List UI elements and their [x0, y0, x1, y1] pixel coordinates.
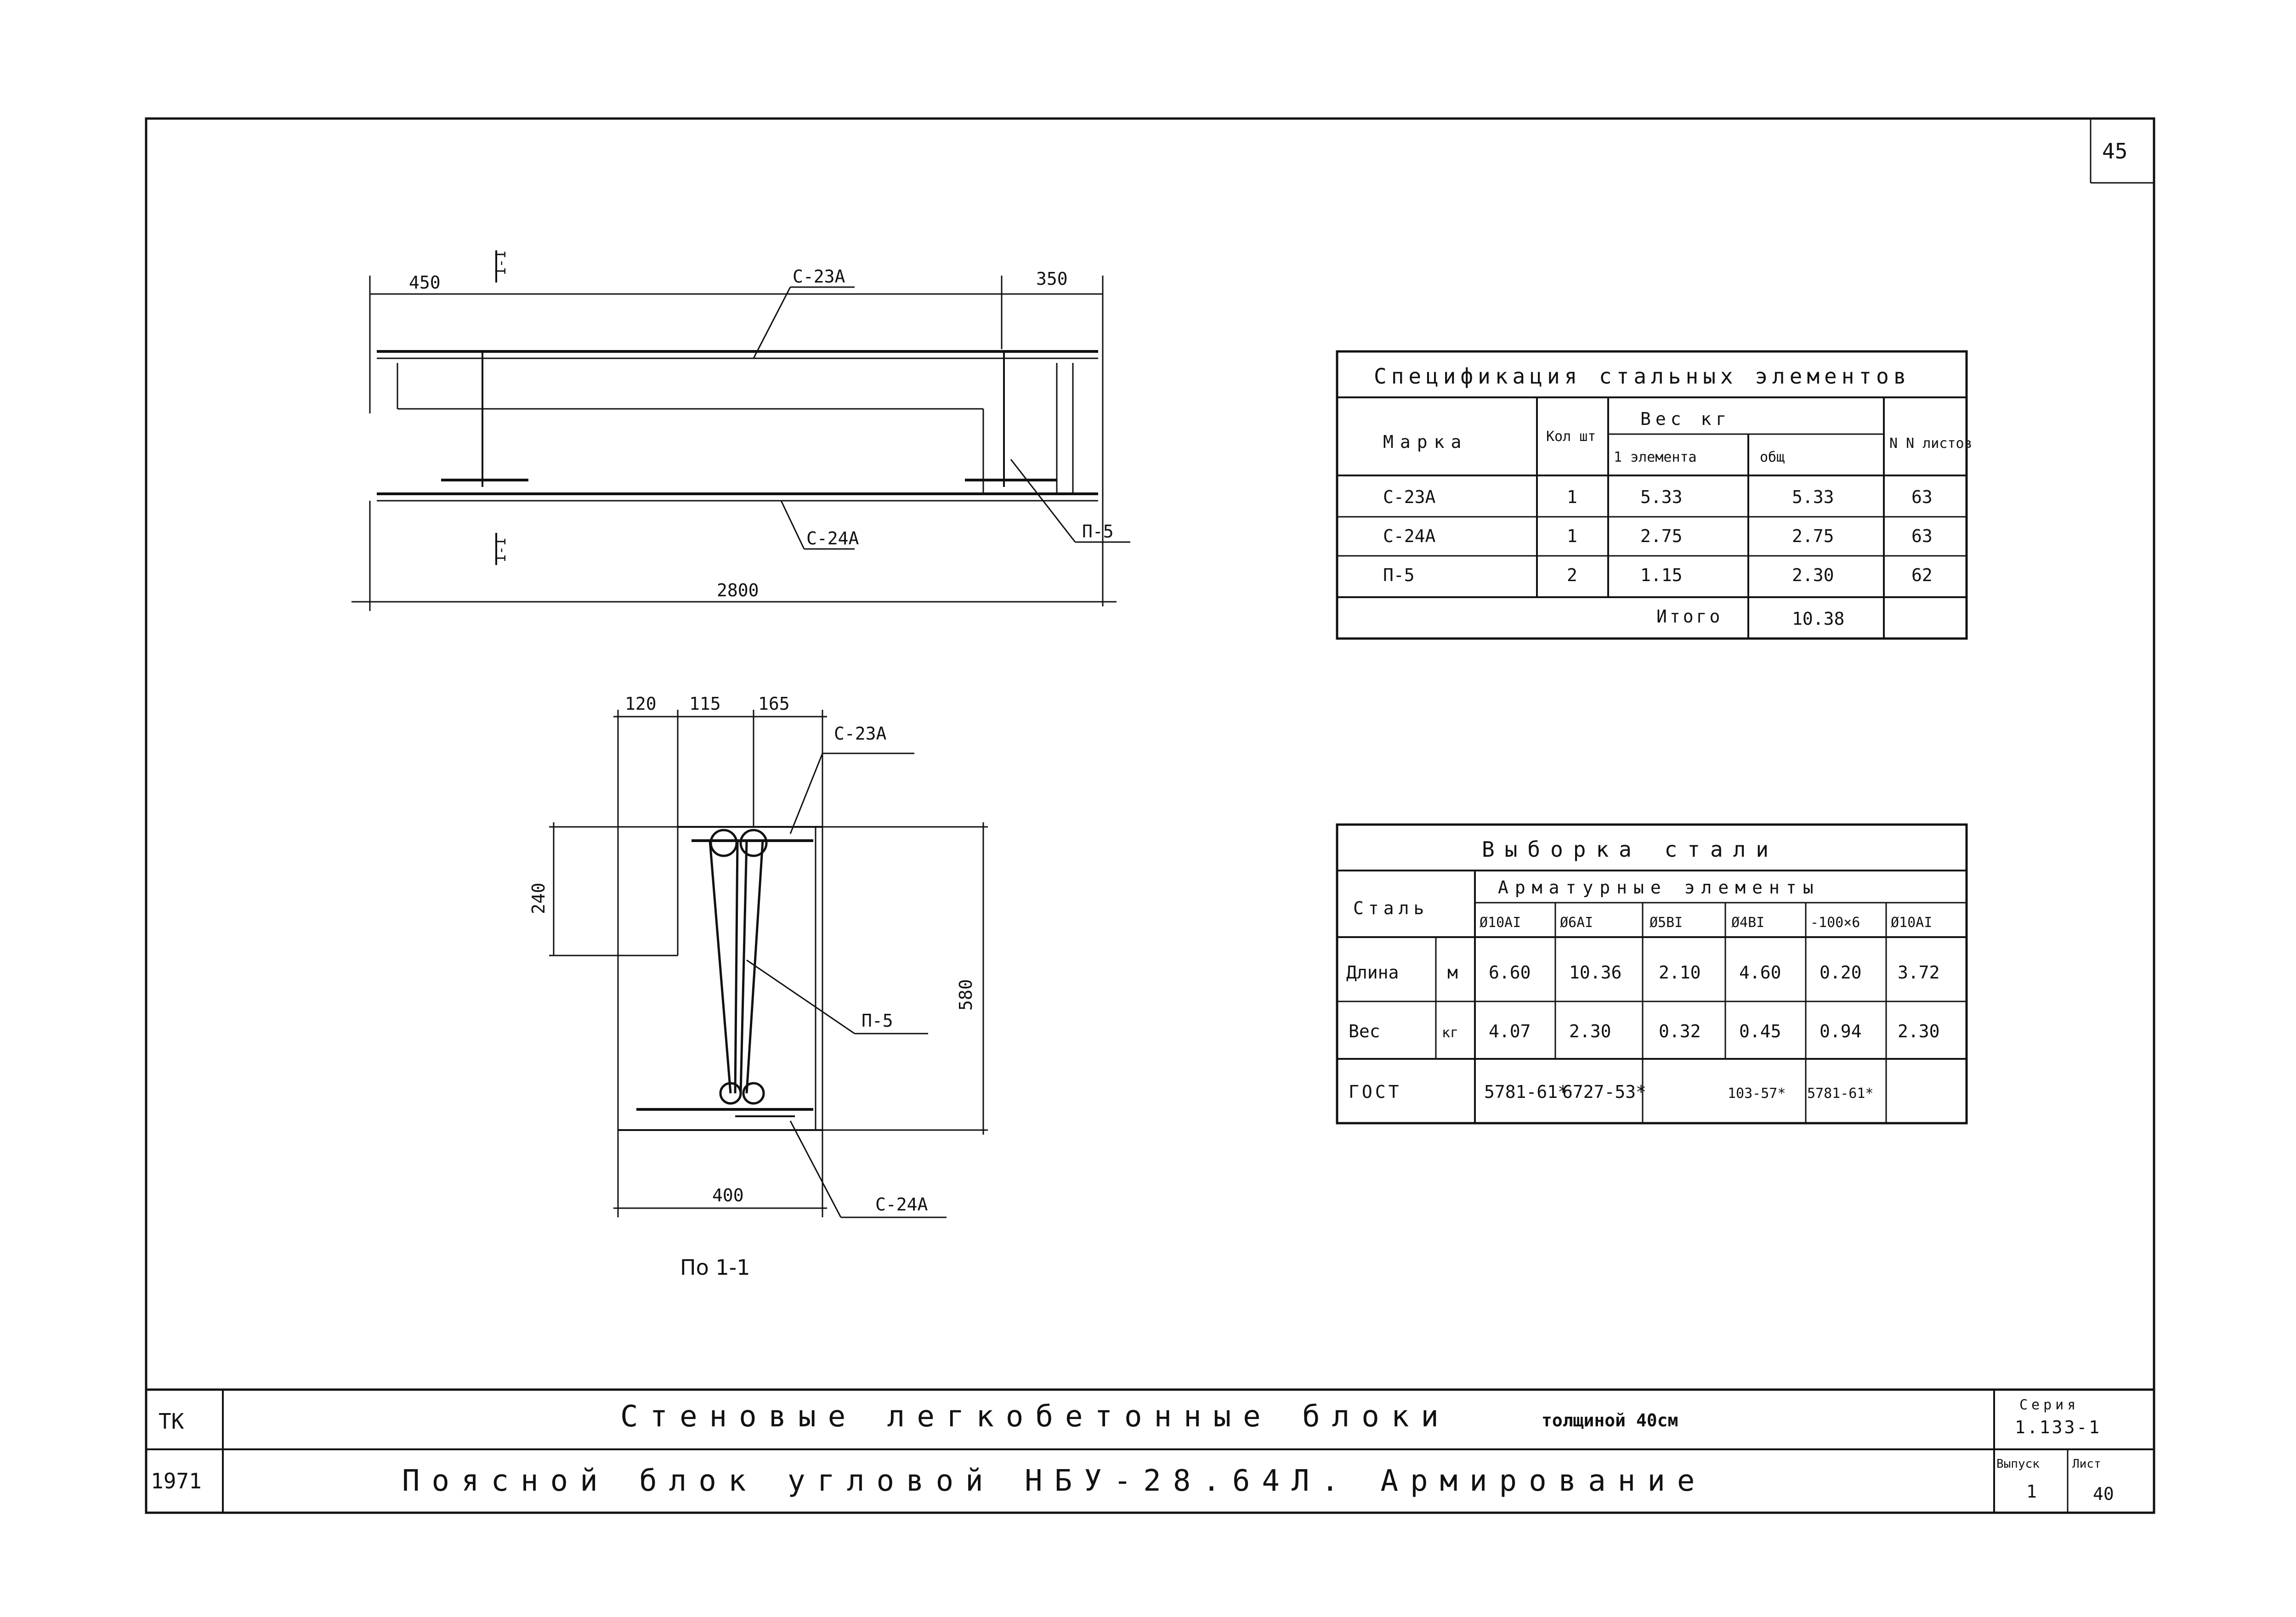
- sheet-label: Лист: [2072, 1457, 2101, 1471]
- spec-row1-count: 1: [1567, 487, 1577, 507]
- steel-title: Выборка стали: [1482, 837, 1779, 862]
- steel-table: [1337, 825, 1967, 1123]
- steel-length-1: 6.60: [1489, 962, 1531, 983]
- label-top-bar: С-23А: [793, 266, 845, 287]
- label-bottom-bar: С-24А: [806, 528, 859, 548]
- dim-left: 450: [409, 272, 441, 293]
- spec-row2-one: 2.75: [1640, 526, 1683, 546]
- spec-row3-count: 2: [1567, 565, 1577, 585]
- spec-row1-one: 5.33: [1640, 487, 1683, 507]
- title-line1-suffix: толщиной 40см: [1542, 1410, 1678, 1430]
- spec-total-value: 10.38: [1792, 609, 1845, 629]
- spec-row2-mark: С-24А: [1383, 526, 1436, 546]
- spec-row3-one: 1.15: [1640, 565, 1683, 585]
- elevation-drawing: [351, 250, 1130, 611]
- section-mark-top: 1-1: [493, 250, 509, 276]
- steel-gost-label: ГОСТ: [1349, 1082, 1402, 1102]
- sec-dim-width: 400: [712, 1185, 744, 1205]
- spec-hdr-sheets: N N листов: [1889, 435, 1973, 452]
- section-caption: По 1-1: [680, 1255, 750, 1280]
- spec-row2-sheet: 63: [1911, 526, 1933, 546]
- issue-label: Выпуск: [1996, 1457, 2040, 1471]
- spec-hdr-mark: Марка: [1383, 432, 1468, 452]
- spec-row2-count: 1: [1567, 526, 1577, 546]
- steel-weight-unit: кг: [1442, 1025, 1459, 1041]
- spec-row1-total: 5.33: [1792, 487, 1834, 507]
- steel-length-5: 0.20: [1820, 962, 1862, 983]
- steel-gost-3: 103-57*: [1728, 1086, 1786, 1102]
- sheet-frame: [146, 119, 2154, 1513]
- spec-row1-mark: С-23А: [1383, 487, 1436, 507]
- section-drawing: [549, 710, 988, 1217]
- steel-weight-1: 4.07: [1489, 1021, 1531, 1041]
- steel-col-4: Ø4ВI: [1731, 915, 1765, 931]
- title-year: 1971: [151, 1469, 202, 1493]
- steel-length-label: Длина: [1346, 962, 1399, 983]
- sheet-value: 40: [2093, 1484, 2114, 1504]
- spec-hdr-weight-total: общ: [1760, 449, 1785, 465]
- steel-col-2: Ø6АI: [1560, 915, 1593, 931]
- steel-weight-3: 0.32: [1659, 1021, 1701, 1041]
- sec-label-top-bar: С-23А: [834, 724, 887, 744]
- spec-total-label: Итого: [1656, 606, 1723, 627]
- issue-value: 1: [2026, 1481, 2037, 1502]
- steel-length-4: 4.60: [1739, 962, 1781, 983]
- steel-length-6: 3.72: [1898, 962, 1940, 983]
- steel-length-2: 10.36: [1569, 962, 1622, 983]
- spec-title: Спецификация стальных элементов: [1374, 364, 1911, 389]
- section-mark-bottom: 1-1: [493, 537, 509, 563]
- title-code: ТК: [159, 1409, 184, 1434]
- label-link: П-5: [1082, 521, 1114, 542]
- steel-gost-2: 6727-53*: [1562, 1082, 1647, 1102]
- title-line2: Поясной блок угловой НБУ-28.64Л. Армирование: [402, 1464, 1707, 1498]
- steel-col-6: Ø10АI: [1891, 915, 1933, 931]
- steel-weight-5: 0.94: [1820, 1021, 1862, 1041]
- steel-gost-4: 5781-61*: [1807, 1086, 1874, 1102]
- sec-dim-c: 165: [758, 694, 790, 714]
- dim-right: 350: [1036, 269, 1068, 289]
- sec-dim-inner-height: 240: [528, 882, 549, 914]
- steel-gost-1: 5781-61*: [1484, 1082, 1569, 1102]
- steel-col-3: Ø5ВI: [1650, 915, 1683, 931]
- series-value: 1.133-1: [2015, 1417, 2102, 1437]
- sec-dim-height: 580: [956, 979, 976, 1011]
- page-number: 45: [2102, 139, 2128, 164]
- spec-hdr-weight: Вес кг: [1640, 409, 1731, 429]
- spec-row1-sheet: 63: [1911, 487, 1933, 507]
- steel-weight-6: 2.30: [1898, 1021, 1940, 1041]
- sec-label-link: П-5: [862, 1011, 893, 1031]
- sec-label-bottom-bar: С-24А: [875, 1194, 928, 1215]
- sec-dim-a: 120: [625, 694, 657, 714]
- steel-length-3: 2.10: [1659, 962, 1701, 983]
- steel-weight-label: Вес: [1349, 1021, 1380, 1041]
- dim-total: 2800: [717, 580, 759, 600]
- steel-col-1: Ø10АI: [1480, 915, 1521, 931]
- steel-length-unit: м: [1447, 962, 1458, 983]
- series-label: Серия: [2019, 1397, 2080, 1413]
- title-line1: Стеновые легкобетонные блоки: [620, 1400, 1451, 1434]
- spec-row3-mark: П-5: [1383, 565, 1415, 585]
- sec-dim-b: 115: [689, 694, 721, 714]
- spec-row2-total: 2.75: [1792, 526, 1834, 546]
- steel-weight-2: 2.30: [1569, 1021, 1611, 1041]
- spec-hdr-weight-one: 1 элемента: [1614, 449, 1697, 465]
- steel-weight-4: 0.45: [1739, 1021, 1781, 1041]
- steel-col-5: -100×6: [1810, 915, 1860, 931]
- spec-row3-total: 2.30: [1792, 565, 1834, 585]
- steel-group-label: Арматурные элементы: [1498, 877, 1820, 898]
- spec-row3-sheet: 62: [1911, 565, 1933, 585]
- steel-label: Сталь: [1353, 898, 1429, 918]
- spec-hdr-count: Кол шт: [1546, 429, 1596, 445]
